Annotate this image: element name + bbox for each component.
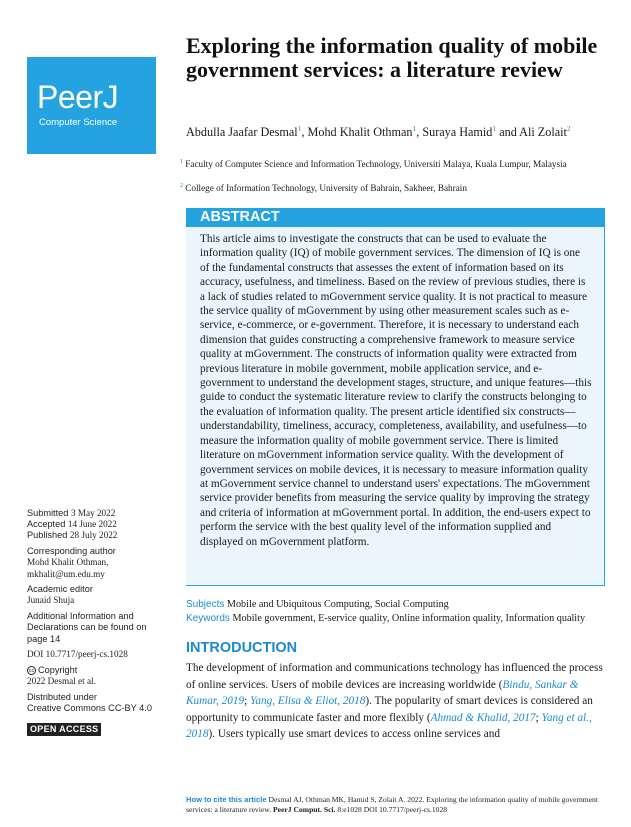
academic-editor-name: Junaid Shuja (27, 595, 75, 606)
published-date (27, 530, 167, 541)
author-name[interactable]: Mohd Khalit Othman (307, 125, 413, 140)
license-block (27, 692, 167, 714)
author-affiliation-marker: 1 (492, 124, 497, 133)
published-value: 28 July 2022 (69, 530, 118, 541)
creative-commons-icon: cc (28, 668, 35, 674)
author-name[interactable]: Abdulla Jaafar Desmal (186, 125, 298, 140)
corresponding-author-name: Mohd Khalit Othman, (27, 557, 109, 568)
affiliation-text: Faculty of Computer Science and Information Technology, Universiti Malaya, Kuala Lumpur, Malaysia (185, 159, 567, 170)
subjects-label: Subjects (186, 599, 225, 610)
peerj-logo (27, 57, 156, 154)
copyright-value: 2022 Desmal et al. (27, 676, 96, 687)
article-info-sidebar (27, 508, 167, 736)
subjects-value[interactable]: Mobile and Ubiquitous Computing, Social Computing (226, 599, 449, 610)
logo-subtitle: Computer Science (39, 117, 118, 128)
abstract-heading: ABSTRACT (186, 208, 604, 227)
introduction-paragraph (186, 660, 604, 743)
author-affiliation-marker: 1 (297, 124, 302, 133)
citation-link[interactable]: Yang, Elisa & Eliot, 2018 (250, 695, 366, 707)
author-affiliation-marker: 1 (412, 124, 417, 133)
copyright-label: Copyright (38, 664, 78, 675)
academic-editor-label: Academic editor (27, 584, 93, 595)
submitted-value: 3 May 2022 (70, 508, 116, 518)
intro-text: ). The popularity of smart devices is considered an opportunity to communicate faster and more flexibly ( (186, 695, 593, 724)
corresponding-author-label: Corresponding author (27, 546, 116, 557)
citation-separator: ; (535, 711, 542, 724)
intro-text: The development of information and communications technology has influenced the process of online services. Users of mobile devices are increasing worldwide ( (186, 662, 603, 691)
cite-journal: PeerJ Comput. Sci. (273, 805, 336, 814)
corresponding-author-email[interactable]: mkhalit@um.edu.my (27, 568, 105, 579)
dates-block (27, 508, 167, 542)
affiliation-number: 1 (180, 158, 184, 165)
subjects-line (186, 598, 616, 611)
license-value[interactable]: Creative Commons CC-BY 4.0 (27, 703, 152, 714)
citation-separator: ; (244, 695, 251, 707)
affiliation-number: 2 (180, 182, 184, 189)
published-label: Published (27, 530, 68, 541)
submitted-label: Submitted (27, 508, 69, 518)
citation-link[interactable]: Bindu, Sankar & Kumar, 2019 (186, 678, 579, 707)
introduction-heading: INTRODUCTION (186, 640, 298, 656)
abstract-text: This article aims to investigate the constructs that can be used to evaluate the information quality (IQ) of mobile government services. The dimension of IQ is one of the fundamental constructs that assesses the extent of information based on its accuracy, usefulness, and timeliness. Based on the review of previous studies, there is a lack of studies related to mGovernment service quality. It is not practical to measure the service quality of mGovernment by using other measurement scales such as e-service, e-commerce, or e-government. Therefore, it is necessary to understand each dimension that guides constructing a comprehensive framework to measure service quality at mGovernment. The constructs of information quality were extracted from previous literature in mobile government, mobile application service, and e-government to understand the development stages, structure, and unique features—this guide to conduct the systematic literature review to clarify the constructs belonging to the evaluation of information quality. The present article identified six constructs—understandability, timeliness, accuracy, completeness, availability, and usefulness—to measure the information quality of mobile government service. There is limited literature on mGovernment information service quality. With the development of government services on mobile devices, it is necessary to measure information quality at mGovernment service channel to understand users' expectations. The mGovernment service provider benefits from measuring the service quality by improving the strategy and criteria of information at mGovernment portal. In addition, the end-users expect to perform the service with the best quality level of the information supplied and displayed on mGovernment platform. (200, 233, 592, 548)
keywords-value: Mobile government, E-service quality, Online information quality, Information quality (232, 613, 586, 624)
academic-editor-block (27, 584, 167, 606)
accepted-date (27, 519, 167, 530)
affiliation (180, 180, 600, 194)
cite-ref: 8:e1028 (337, 805, 362, 814)
intro-text: ). Users typically use smart devices to access online services and (208, 728, 500, 740)
article-title: Exploring the information quality of mobile government services: a literature review (186, 33, 598, 82)
accepted-label: Accepted (27, 519, 66, 530)
doi[interactable]: DOI 10.7717/peerj-cs.1028 (27, 649, 128, 660)
corresponding-author-block (27, 546, 167, 580)
cite-doi[interactable]: DOI 10.7717/peerj-cs.1028 (363, 805, 448, 814)
logo-wordmark: PeerJ (37, 79, 119, 115)
cite-label: How to cite this article (186, 795, 267, 804)
affiliation (180, 156, 600, 170)
keywords-line (186, 612, 616, 625)
open-access-badge: OPEN ACCESS (27, 723, 101, 736)
keywords-label: Keywords (186, 613, 230, 624)
copyright-block (27, 665, 167, 687)
submitted-date (27, 508, 167, 519)
citation-link[interactable]: Ahmad & Khalid, 2017 (430, 711, 536, 724)
cite-text: Desmal AJ, Othman MK, Hamid S, Zolait A. 2022. Exploring the information quality of mobile government services: a literature review. (186, 795, 598, 814)
author-affiliation-marker: 2 (566, 124, 571, 133)
citation-link[interactable]: Yang et al., 2018 (186, 711, 592, 740)
affiliation-text: College of Information Technology, University of Bahrain, Sakheer, Bahrain (185, 183, 467, 194)
copyright-line (27, 665, 167, 676)
citation-footer (186, 795, 606, 815)
additional-info-note[interactable]: Additional Information and Declarations can be found on page 14 (27, 611, 147, 644)
author-name[interactable]: Ali Zolait (519, 125, 567, 140)
abstract-box (186, 208, 605, 586)
accepted-value: 14 June 2022 (67, 519, 117, 530)
author-list: Abdulla Jaafar Desmal$^1$, Mohd Khalit Othman$^1$, Suraya Hamid$^1$ and Ali Zolait$^2$ (186, 124, 571, 140)
license-label: Distributed under (27, 691, 97, 702)
author-name[interactable]: Suraya Hamid (422, 125, 493, 140)
